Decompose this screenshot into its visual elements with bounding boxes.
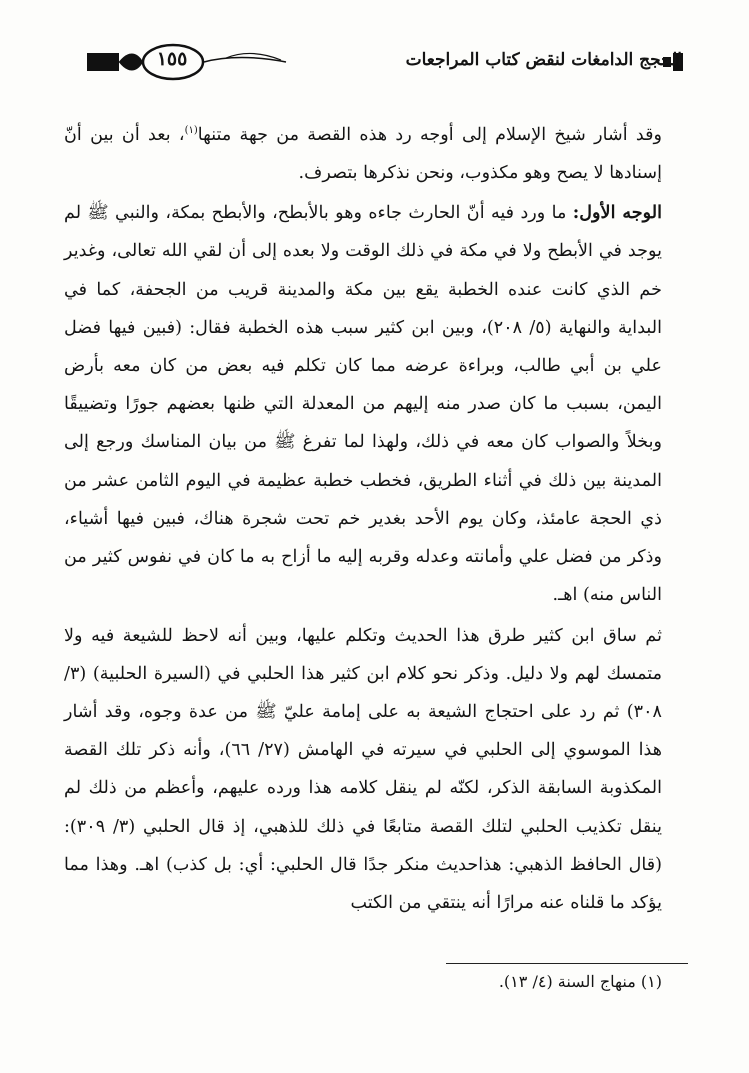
footnote-ref: (١) <box>184 125 198 136</box>
footnote-divider <box>446 963 688 964</box>
main-text <box>64 112 688 922</box>
paragraph-1 <box>64 112 688 192</box>
running-title: الحجج الدامغات لنقض كتاب المراجعات <box>405 50 682 70</box>
paragraph-3: ثم ساق ابن كثير طرق هذا الحديث وتكلم عليها، وبين أنه لاحظ للشيعة فيه ولا متمسك لهم ولا دليل. وذكر نحو كلام ابن كثير هذا الحلبي في (السيرة الحلبية) (٣/ ٣٠٨) ثم رد على احتجاج الشيعة به على إمامة عليّ ﷺ من عدة وجوه، وقد أشار هذا الموسوي إلى الحلبي في سيرته في الهامش (٢٧/ ٦٦)، وأنه ذكر تلك القصة المكذوبة السابقة الذكر، لكنّه لم ينقل كلامه هذا ورده عليهم، وأعظم من ذلك لم ينقل تكذيب الحلبي لتلك القصة متابعًا في ذلك للذهبي، إذ قال الحلبي (٣/ ٣٠٩): (قال الحافظ الذهبي: هذاحديث منكر جدًا قال الحلبي: أي: بل كذب) اهـ. وهذا مما يؤكد ما قلناه عنه مرارًا أنه ينتقي من الكتب <box>64 625 662 913</box>
page-number: ١٥٥ <box>156 48 188 70</box>
paragraph-1-text: وقد أشار شيخ الإسلام إلى أوجه رد هذه القصة من جهة متنها <box>197 124 662 145</box>
paragraph-1-rest: ، بعد أن بين أنّ إسنادها لا يصح وهو مكذوب، ونحن نذكرها بتصرف. <box>64 124 662 184</box>
paragraph-2 <box>64 194 688 614</box>
section-heading: الوجه الأول: <box>572 202 663 224</box>
page-header <box>86 40 686 84</box>
footnote: (١) منهاج السنة (٤/ ١٣). <box>498 972 662 991</box>
paragraph-2-text: ما ورد فيه أنّ الحارث جاءه وهو بالأبطح، والأبطح بمكة، والنبي ﷺ لم يوجد في الأبطح ولا في مكة في ذلك الوقت ولا بعده إلى أن لقي الله تعالى، وغدير خم الذي كانت عنده الخطبة يقع بين مكة والمدينة قريب من الجحفة، كما في البداية والنهاية (٥/ ٢٠٨)، وبين ابن كثير سبب هذه الخطبة فقال: (فبين فيها فضل علي بن أبي طالب، وبراءة عرضه مما كان تكلم فيه بعض من كان معه بأرض اليمن، بسبب ما كان صدر منه إليهم من المعدلة التي ظنها بعضهم جورًا وتضييقًا وبخلاً والصواب كان معه في ذلك، ولهذا لما تفرغ ﷺ من بيان المناسك ورجع إلى المدينة بين ذلك في أثناء الطريق، فخطب خطبة عظيمة في اليوم الثامن عشر من ذي الحجة عامئذ، وكان يوم الأحد بغدير خم تحت شجرة هناك، فبين فيها أشياء، وذكر من فضل علي وأمانته وعدله وقربه إليه ما أزاح به ما كان في نفوس كثير من الناس منه) اهـ. <box>64 203 662 606</box>
